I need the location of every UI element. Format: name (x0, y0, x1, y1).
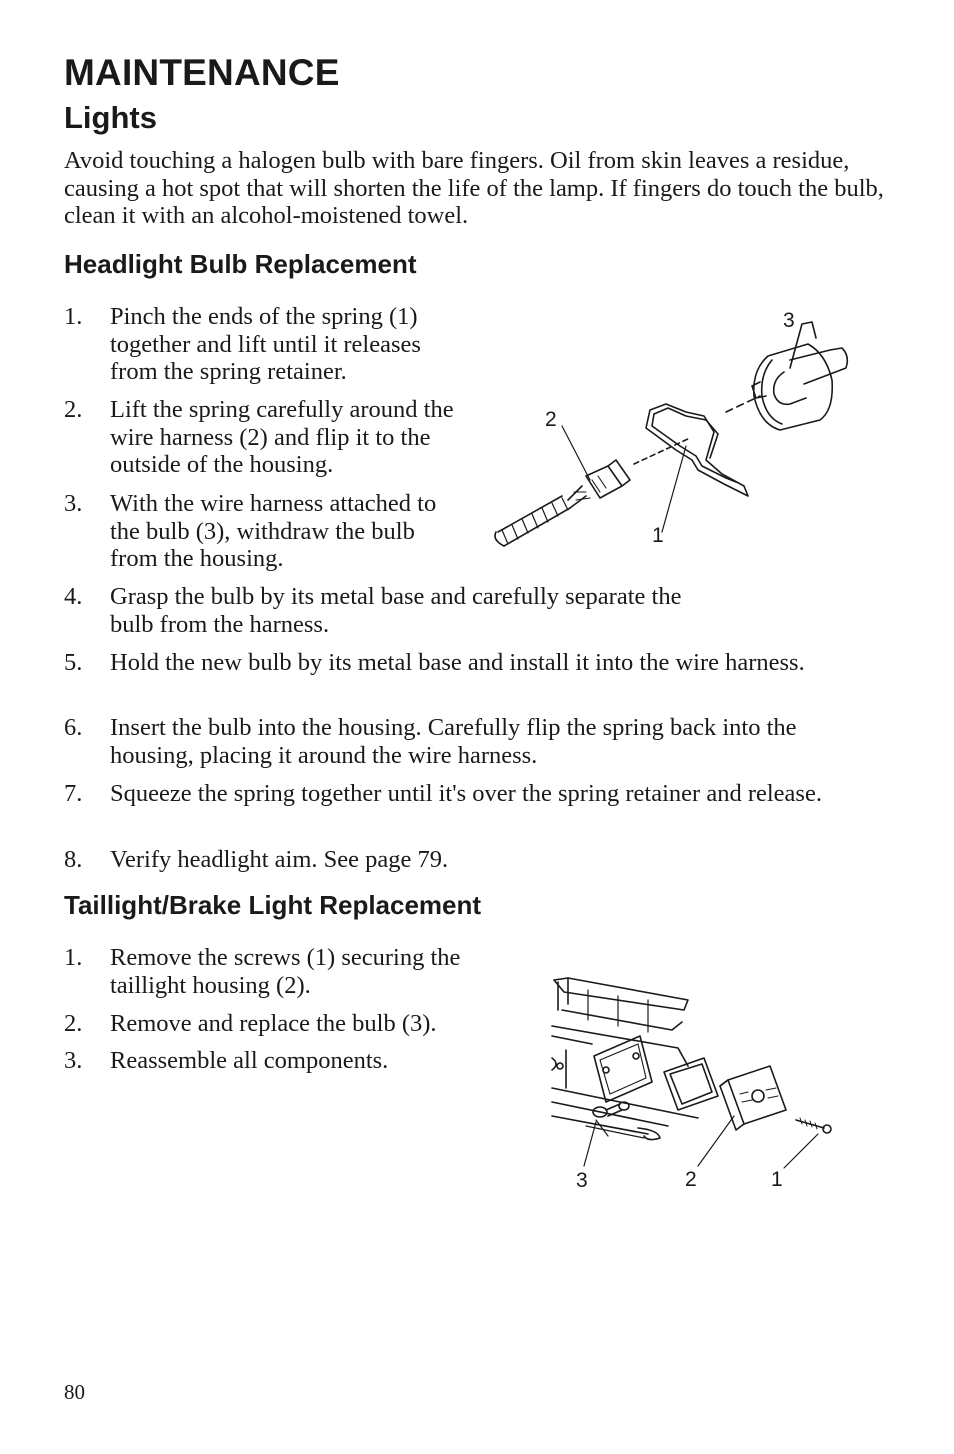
step-number: 8. (64, 846, 83, 873)
headlight-step-2 (64, 396, 479, 479)
step-text: Insert the bulb into the housing. Carefully flip the spring back into the housing, placing it around the wire harness. (110, 714, 797, 769)
step-number: 1. (64, 944, 83, 971)
step-text: Remove and replace the bulb (3). (110, 1010, 437, 1037)
step-number: 1. (64, 303, 83, 330)
step-number: 5. (64, 649, 83, 676)
step-text: Remove the screws (1) securing the taillight housing (2). (110, 944, 461, 999)
headlight-step-6 (64, 714, 864, 769)
step-text: Lift the spring carefully around the wire harness (2) and flip it to the outside of the housing. (110, 396, 454, 478)
taillight-step-2 (64, 1010, 514, 1038)
headlight-title: Headlight Bulb Replacement (64, 249, 417, 279)
taillight-step-3 (64, 1047, 514, 1075)
step-number: 3. (64, 1047, 83, 1074)
gasket-drawing (664, 1058, 718, 1110)
spring-drawing (634, 404, 748, 496)
headlight-step-1 (64, 303, 474, 386)
callout-bulb: 3 (783, 309, 795, 332)
callout-housing: 2 (685, 1168, 697, 1191)
headlight-step-4 (64, 583, 694, 638)
step-text: Grasp the bulb by its metal base and carefully separate the bulb from the harness. (110, 583, 682, 638)
headlight-step-8 (64, 846, 854, 874)
step-text: Pinch the ends of the spring (1) together and lift until it releases from the spring retainer. (110, 303, 421, 385)
mounting-plate-drawing (594, 1036, 652, 1102)
intro-paragraph: Avoid touching a halogen bulb with bare fingers. Oil from skin leaves a residue, causing a hot spot that will shorten the life of the lamp. If fingers do touch the bulb, clean it with an alcohol-moistened towel. (64, 147, 884, 229)
taillight-diagram (548, 970, 838, 1200)
headlight-step-3 (64, 490, 464, 573)
callout-screw: 1 (771, 1168, 783, 1191)
step-number: 4. (64, 583, 83, 610)
callout-bulb: 3 (576, 1169, 588, 1192)
step-number: 3. (64, 490, 83, 517)
callout-harness: 2 (545, 408, 557, 431)
step-number: 7. (64, 780, 83, 807)
step-text: Squeeze the spring together until it's over the spring retainer and release. (110, 780, 822, 807)
bulb-drawing (726, 322, 847, 430)
headlight-diagram (490, 300, 870, 560)
wire-harness-drawing (495, 460, 630, 546)
callout-spring: 1 (652, 524, 664, 547)
screw-drawing (796, 1118, 831, 1133)
section-title: Lights (64, 100, 157, 135)
step-text: Hold the new bulb by its metal base and install it into the wire harness. (110, 649, 805, 676)
headlight-step-7 (64, 780, 854, 808)
step-text: Verify headlight aim. See page 79. (110, 846, 449, 873)
taillight-step-1 (64, 944, 514, 999)
taillight-title: Taillight/Brake Light Replacement (64, 890, 482, 920)
step-text: Reassemble all components. (110, 1047, 389, 1074)
housing-drawing (720, 1066, 786, 1130)
headlight-step-5 (64, 649, 854, 677)
step-number: 6. (64, 714, 83, 741)
page-number: 80 (64, 1380, 85, 1404)
page-heading: MAINTENANCE (64, 52, 340, 93)
step-number: 2. (64, 1010, 83, 1037)
step-text: With the wire harness attached to the bulb (3), withdraw the bulb from the housing. (110, 490, 437, 572)
step-number: 2. (64, 396, 83, 423)
